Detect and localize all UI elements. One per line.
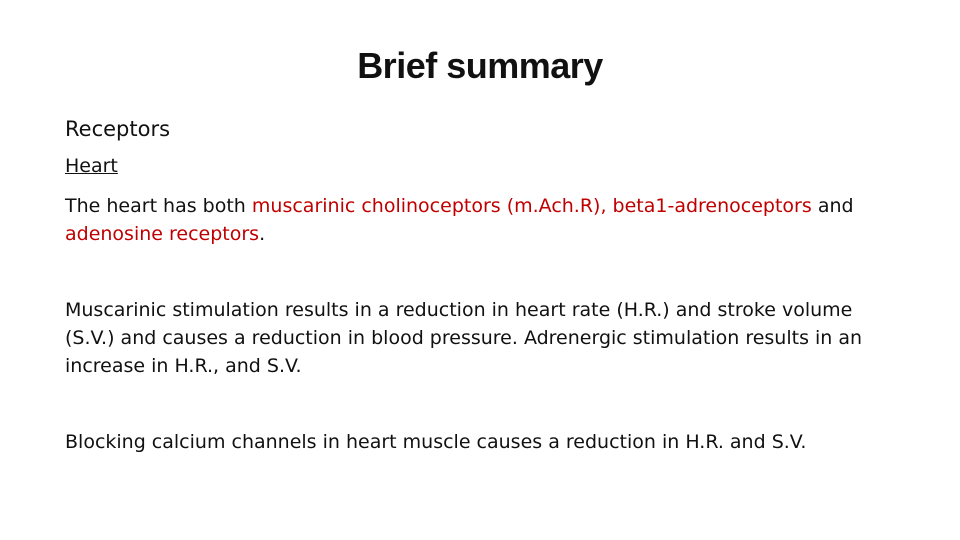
section-heading: Receptors — [65, 117, 171, 141]
paragraph-calcium-channels: Blocking calcium channels in heart muscle causes a reduction in H.R. and S.V. — [65, 431, 807, 453]
slide-content — [65, 112, 895, 456]
highlight-receptor-types: muscarinic cholinoceptors (m.Ach.R), beta1-adrenoceptors — [251, 195, 812, 217]
paragraph-text: . — [259, 223, 266, 245]
paragraph-receptors — [65, 192, 895, 248]
slide-title: Brief summary — [357, 45, 603, 86]
paragraph-stimulation: Muscarinic stimulation results in a reduction in heart rate (H.R.) and stroke volume (S.V.) and causes a reduction in blood pressure. Adrenergic stimulation results in an increase in H.R., and S.V. — [65, 299, 863, 377]
highlight-adenosine-receptors: adenosine receptors — [65, 223, 260, 245]
paragraph-text: and — [811, 195, 854, 217]
sub-heading: Heart — [65, 155, 118, 177]
paragraph-text: The heart has both — [65, 195, 252, 217]
